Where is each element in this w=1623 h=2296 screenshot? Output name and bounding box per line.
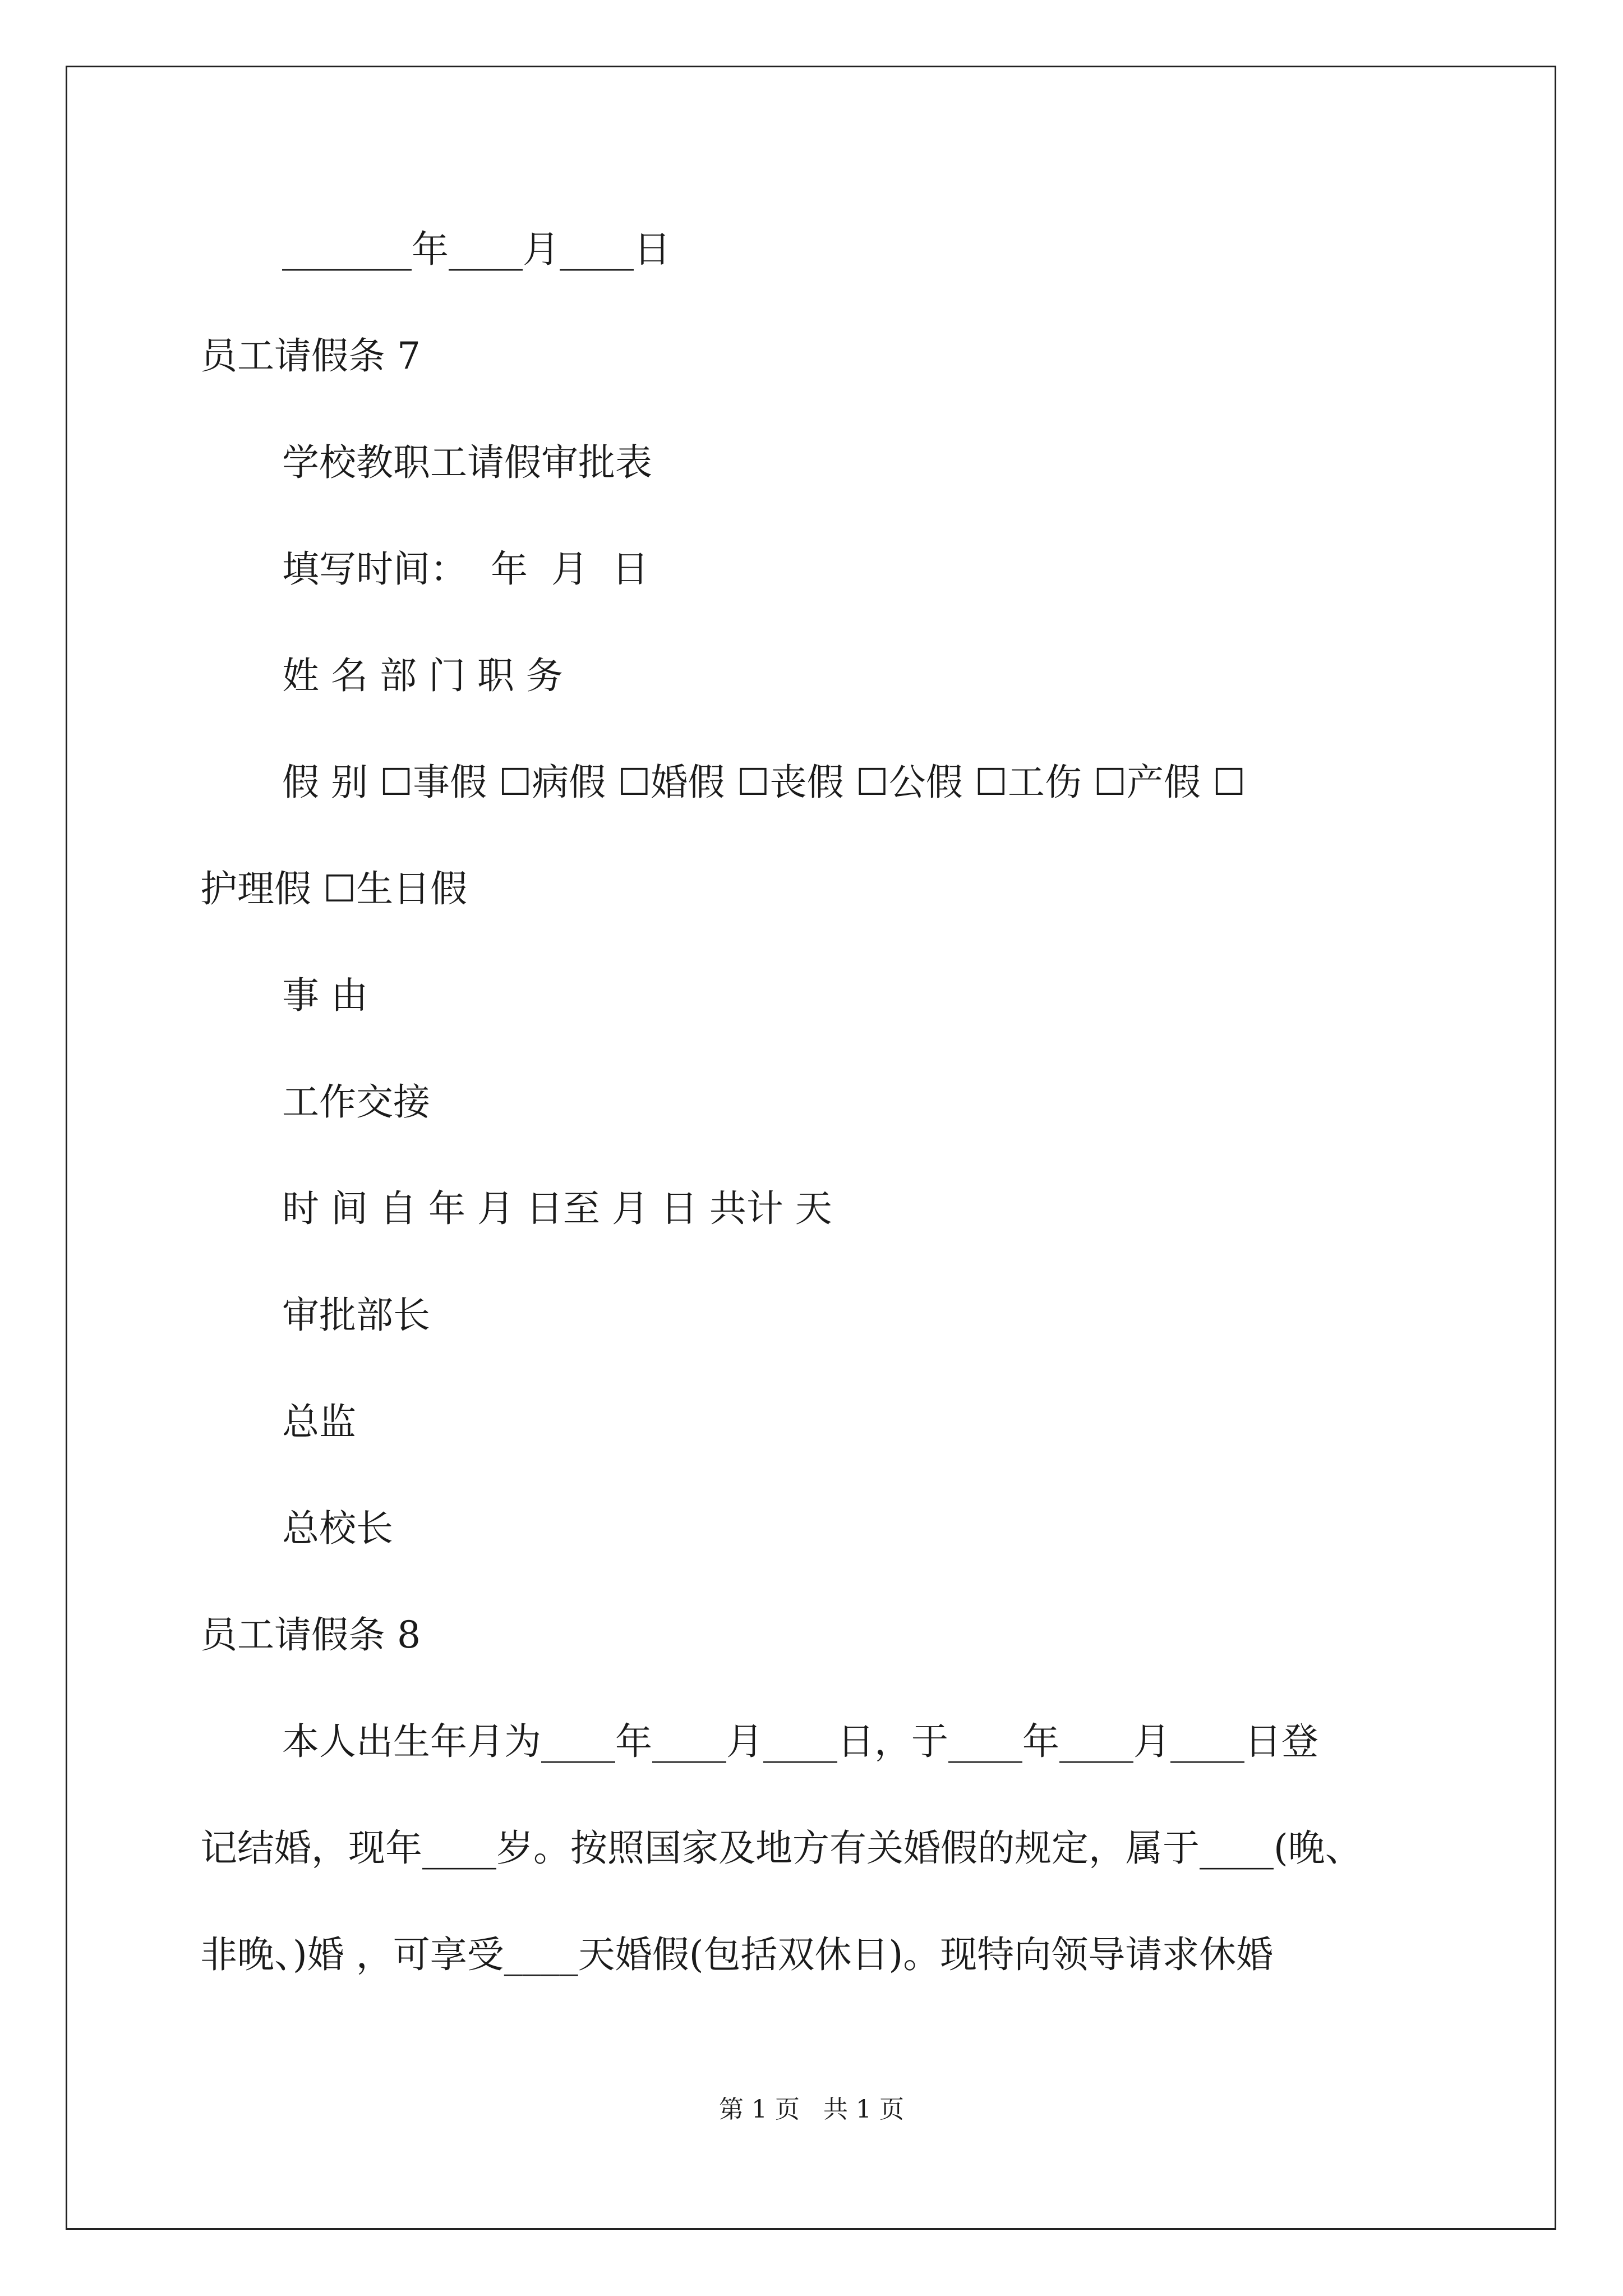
- time-range-line: 时 间 自 年 月 日至 月 日 共计 天: [282, 1187, 832, 1230]
- name-dept-position-line: 姓 名 部 门 职 务: [282, 654, 563, 697]
- fill-time-line: 填写时间： 年 月 日: [282, 547, 649, 591]
- paragraph-line-1: 本人出生年月为____年____月____日，于____年____月____日登: [282, 1720, 1318, 1763]
- paragraph-line-3: 非晚、)婚 ，可享受____天婚假(包括双休日)。现特向领导请求休婚: [200, 1933, 1274, 1976]
- principal-line: 总校长: [282, 1507, 393, 1550]
- section-heading-8: 员工请假条 8: [200, 1613, 421, 1657]
- page-footer: 第 1 页 共 1 页: [719, 2095, 904, 2124]
- page-border: [66, 66, 1556, 2230]
- approval-minister-line: 审批部长: [282, 1294, 430, 1337]
- form-title: 学校教职工请假审批表: [282, 441, 652, 484]
- section-heading-7: 员工请假条 7: [200, 334, 421, 378]
- reason-line: 事 由: [282, 974, 368, 1017]
- leave-type-line-continued: 护理假 ☐生日假: [200, 867, 468, 910]
- leave-type-line: 假 别 ☐事假 ☐病假 ☐婚假 ☐丧假 ☐公假 ☐工伤 ☐产假 ☐: [282, 761, 1246, 804]
- paragraph-line-2: 记结婚，现年____岁。按照国家及地方有关婚假的规定，属于____(晚、: [200, 1826, 1362, 1870]
- director-line: 总监: [282, 1400, 356, 1443]
- handover-line: 工作交接: [282, 1080, 430, 1124]
- date-blank-line: _______年____月____日: [282, 228, 671, 271]
